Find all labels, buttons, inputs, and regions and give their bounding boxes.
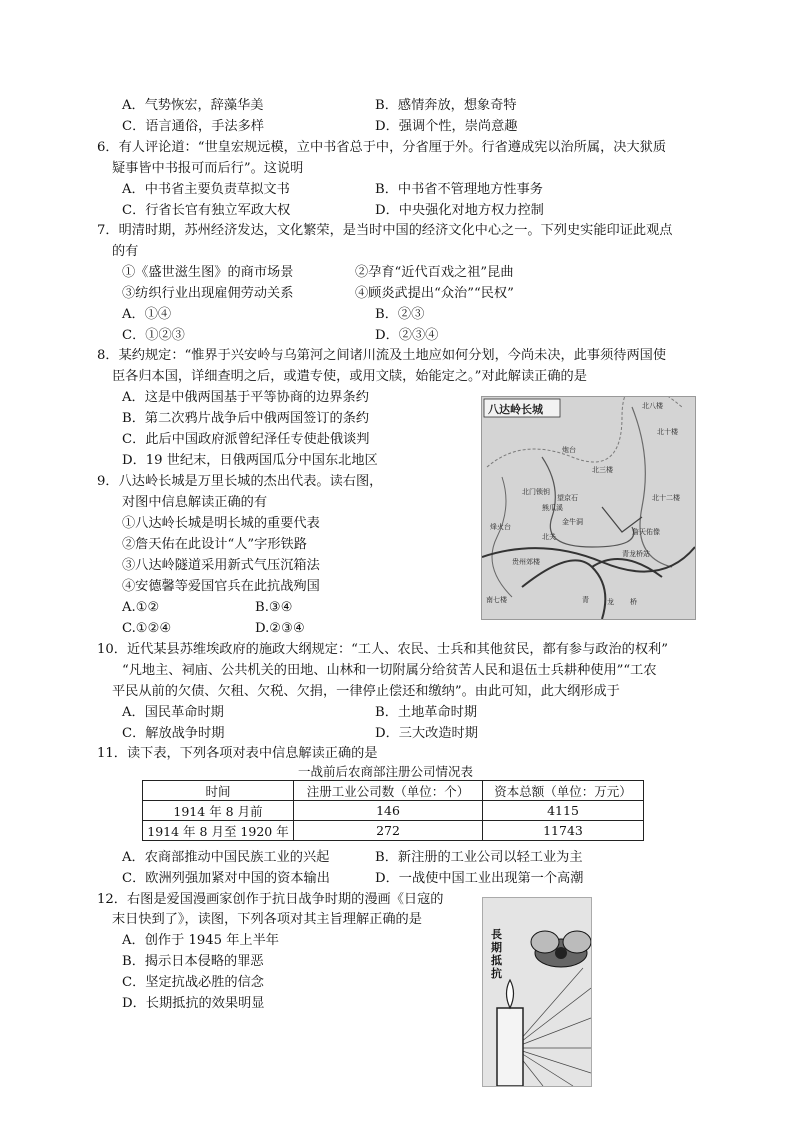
q6-option-b: B．中书省不管理地方性事务 xyxy=(375,182,543,197)
q12-option-c: C．坚定抗战必胜的信念 xyxy=(122,975,264,990)
q11-option-d: D．一战使中国工业出现第一个高潮 xyxy=(375,871,584,886)
q7-option-c: C．①②③ xyxy=(122,328,185,343)
map-label: 贵州郊楼 xyxy=(512,558,540,566)
q8-stem-line1: 8．某约规定：“惟界于兴安岭与乌第河之间诸川流及土地应如何分划，今尚未决，此事须待两国使 xyxy=(97,348,667,363)
q10-option-d: D．三大改造时期 xyxy=(375,726,478,741)
table-header: 时间 xyxy=(143,781,294,801)
q11-stem: 11．读下表，下列各项对表中信息解读正确的是 xyxy=(97,746,378,761)
q7-option-d: D．②③④ xyxy=(375,328,439,343)
table-header: 资本总额（单位：万元） xyxy=(483,781,644,801)
table-row xyxy=(143,801,644,821)
q5-option-c: C．语言通俗，手法多样 xyxy=(122,119,264,134)
q8-option-a: A．这是中俄两国基于平等协商的边界条约 xyxy=(122,390,369,405)
q5-option-d: D．强调个性，崇尚意趣 xyxy=(375,119,518,134)
q7-stem-line2: 的有 xyxy=(112,244,139,259)
q5-option-b: B．感情奔放，想象奇特 xyxy=(375,98,517,113)
table-header-row xyxy=(143,781,644,801)
map-label: 北八楼 xyxy=(642,402,663,410)
map-label: 龙 xyxy=(607,598,614,606)
map-label: 烽火台 xyxy=(490,523,511,531)
cartoon-drawing xyxy=(483,898,591,1086)
q9-item-3: ③八达岭隧道采用新式气压沉箱法 xyxy=(122,558,320,573)
q9-option-b: B.③④ xyxy=(255,600,293,615)
table-cell: 11743 xyxy=(483,821,644,841)
q8-stem-line2: 臣各归本国，详细查明之后，或遣专使，或用文牍，始能定之。”对此解读正确的是 xyxy=(112,369,587,384)
table-cell: 4115 xyxy=(483,801,644,821)
map-label: 北十楼 xyxy=(657,428,678,436)
q5-option-a: A．气势恢宏，辞藻华美 xyxy=(122,98,264,113)
q12-stem-line1: 12．右图是爱国漫画家创作于抗日战争时期的漫画《日寇的 xyxy=(97,892,444,907)
q11-option-c: C．欧洲列强加紧对中国的资本输出 xyxy=(122,871,330,886)
q8-option-d: D．19 世纪末，日俄两国瓜分中国东北地区 xyxy=(122,453,378,468)
q7-item-4: ④顾炎武提出“众治”“民权” xyxy=(355,286,514,301)
map-label: 桥 xyxy=(630,598,637,606)
map-label: 青龙桥站 xyxy=(622,550,650,558)
q9-stem-line1: 9．八达岭长城是万里长城的杰出代表。读右图， xyxy=(97,474,383,489)
map-label: 北关 xyxy=(542,533,556,541)
q9-option-c: C.①②④ xyxy=(122,621,172,636)
q6-stem-line2: 疑事皆中书报可而后行”。这说明 xyxy=(112,161,304,176)
q12-option-a: A．创作于 1945 年上半年 xyxy=(122,933,279,948)
map-label: 北十二楼 xyxy=(652,494,680,502)
q10-option-c: C．解放战争时期 xyxy=(122,726,225,741)
q6-option-c: C．行省长官有独立军政大权 xyxy=(122,203,291,218)
q11-option-a: A．农商部推动中国民族工业的兴起 xyxy=(122,850,330,865)
map-label: 北门锁钥 xyxy=(522,488,550,496)
badaling-map xyxy=(481,396,696,620)
map-label: 詹天佑像 xyxy=(632,528,660,536)
q9-stem-line2: 对图中信息解读正确的有 xyxy=(122,495,268,510)
map-label: 熊瓜溪 xyxy=(542,504,563,512)
cartoon-image xyxy=(482,897,592,1087)
q10-stem-line2: “凡地主、祠庙、公共机关的田地、山林和一切附属分给贫苦人民和退伍士兵耕种使用”“工农 xyxy=(122,663,657,678)
q9-option-d: D.②③④ xyxy=(255,621,305,636)
map-label: 南七楼 xyxy=(486,596,507,604)
map-label: 青 xyxy=(582,596,589,604)
q10-option-a: A．国民革命时期 xyxy=(122,705,224,720)
table-header: 注册工业公司数（单位：个） xyxy=(294,781,483,801)
table-cell: 272 xyxy=(294,821,483,841)
table-row xyxy=(143,821,644,841)
q11-table-caption: 一战前后农商部注册公司情况表 xyxy=(298,764,474,779)
q7-item-2: ②孕育“近代百戏之祖”昆曲 xyxy=(355,265,514,280)
company-registration-table xyxy=(142,780,644,841)
q12-option-b: B．揭示日本侵略的罪恶 xyxy=(122,954,264,969)
q7-option-b: B．②③ xyxy=(375,307,425,322)
q7-option-a: A．①④ xyxy=(122,307,172,322)
map-title: 八达岭长城 xyxy=(488,403,543,416)
table-cell: 1914 年 8 月至 1920 年 xyxy=(143,821,294,841)
q9-item-4: ④安德馨等爱国官兵在此抗战殉国 xyxy=(122,579,320,594)
q7-stem-line1: 7．明清时期，苏州经济发达，文化繁荣，是当时中国的经济文化中心之一。下列史实能印证此观点 xyxy=(97,223,673,238)
q7-item-1: ①《盛世滋生图》的商市场景 xyxy=(122,265,294,280)
table-cell: 146 xyxy=(294,801,483,821)
q6-option-d: D．中央强化对地方权力控制 xyxy=(375,203,544,218)
q12-option-d: D．长期抵抗的效果明显 xyxy=(122,996,265,1011)
q10-stem-line1: 10．近代某县苏维埃政府的施政大纲规定：“工人、农民、士兵和其他贫民，都有参与政治的权利” xyxy=(97,642,668,657)
q9-item-1: ①八达岭长城是明长城的重要代表 xyxy=(122,516,320,531)
q9-item-2: ②詹天佑在此设计“人”字形铁路 xyxy=(122,537,307,552)
map-label: 北三楼 xyxy=(592,466,613,474)
table-cell: 1914 年 8 月前 xyxy=(143,801,294,821)
q7-item-3: ③纺织行业出现雇佣劳动关系 xyxy=(122,286,294,301)
q6-option-a: A．中书省主要负责草拟文书 xyxy=(122,182,290,197)
q6-stem-line1: 6．有人评论道：“世皇宏规远模，立中书省总于中，分省厘于外。行省遵成宪以治所属，决大狱质 xyxy=(97,140,667,155)
q10-option-b: B．土地革命时期 xyxy=(375,705,478,720)
q10-stem-line3: 平民从前的欠债、欠租、欠税、欠捐，一律停止偿还和缴纳”。由此可知，此大纲形成于 xyxy=(112,684,620,699)
q9-option-a: A.①② xyxy=(122,600,160,615)
map-label: 望京石 xyxy=(557,494,578,502)
map-label: 金牛洞 xyxy=(562,518,583,526)
cartoon-caption: 長期抵抗 xyxy=(491,928,502,980)
map-label: 炮台 xyxy=(562,446,576,454)
q11-option-b: B．新注册的工业公司以轻工业为主 xyxy=(375,850,583,865)
q8-option-c: C．此后中国政府派曾纪泽任专使赴俄谈判 xyxy=(122,432,370,447)
q12-stem-line2: 末日快到了》，读图，下列各项对其主旨理解正确的是 xyxy=(112,912,422,927)
q8-option-b: B．第二次鸦片战争后中俄两国签订的条约 xyxy=(122,411,370,426)
